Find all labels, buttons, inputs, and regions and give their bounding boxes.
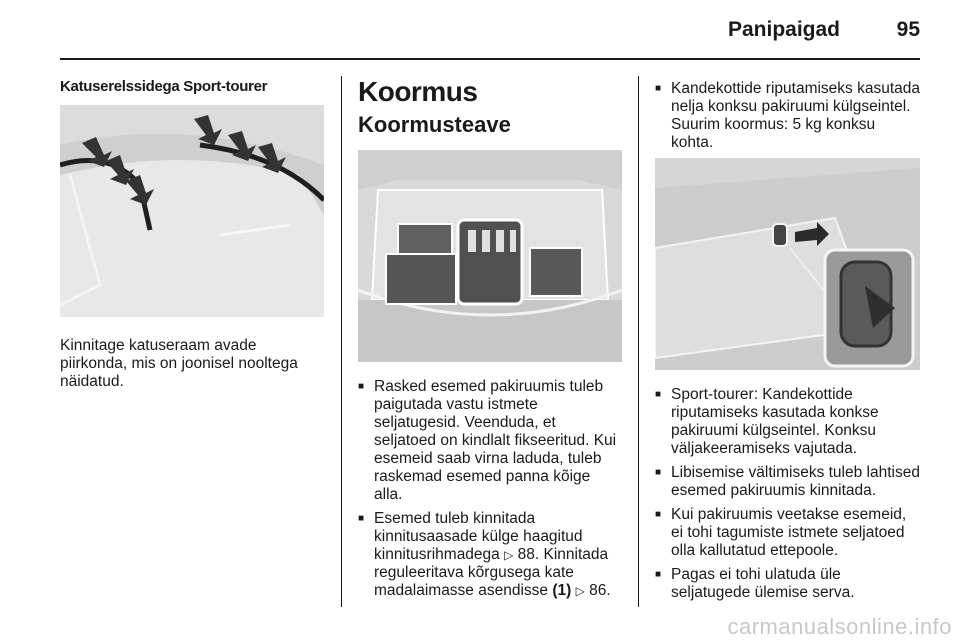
trunk-load-icon [358, 150, 622, 362]
column-1 [60, 74, 324, 391]
car-roof-icon [60, 105, 324, 317]
trunk-load-illustration [358, 150, 622, 362]
page-ref-icon[interactable]: ▷ [575, 584, 585, 598]
page-header-title: Panipaigad [727, 18, 840, 41]
hook-bullet-3 [655, 506, 920, 560]
load-bullet-1 [358, 378, 622, 504]
section-subtitle-koormusteave: Koormusteave [358, 112, 511, 137]
load-bullet-2-text-c: 86. [589, 582, 611, 599]
car-roof-rails-illustration [60, 105, 324, 317]
column-3 [655, 74, 920, 608]
column-divider-1 [341, 76, 342, 607]
hook-bullet-0 [655, 80, 920, 152]
hook-bullet-1 [655, 386, 920, 458]
load-bullet-1-text: Rasked esemed pakiruumis tuleb paigutada vastu istmete seljatugesid. Veenduda, et seljatoed on kindlalt fikseeritud. Kui esemeid saab virna laduda, tuleb raskemad esemed panna kõige alla. [374, 378, 617, 503]
hook-bullet-4 [655, 566, 920, 602]
bag-hook-illustration [655, 158, 920, 370]
hook-bullet-4-text: Pagas ei tohi ulatuda üle seljatugede ülemise serva. [671, 566, 855, 601]
hook-bullet-list [655, 386, 920, 602]
load-bullet-2-bold-ref: (1) [552, 582, 572, 599]
header-rule [60, 58, 920, 60]
section-heading-roof-rails: Katuserelssidega Sport-tourer [60, 78, 268, 95]
load-bullet-2-text-a: Esemed tuleb kinnitada kinnitusaasade külge haagitud kinnitusrihmadega [374, 510, 583, 563]
hook-bullet-3-text: Kui pakiruumis veetakse esemeid, ei tohi tagumiste istmete seljatoed olla kallutatud ettepoole. [671, 506, 907, 559]
page-ref-icon[interactable]: ▷ [504, 548, 514, 562]
hook-bullet-2 [655, 464, 920, 500]
hook-bullet-1-text: Sport-tourer: Kandekottide riputamiseks kasutada konkse pakiruumi külgseintel. Konksu väljakeeramiseks vajutada. [671, 386, 879, 457]
page-number: 95 [896, 18, 920, 41]
column-2 [358, 74, 622, 606]
load-bullet-2-text-b: 88. Kinnitada reguleeritava kõrgusega kate madalaimasse asendisse [374, 546, 609, 599]
bag-hook-icon [655, 158, 920, 370]
roof-rails-instruction: Kinnitage katuseraam avade piirkonda, mis on joonisel nooltega näidatud. [60, 337, 298, 390]
load-bullet-2 [358, 510, 622, 600]
hook-bullet-2-text: Libisemise vältimiseks tuleb lahtised esemed pakiruumis kinnitada. [671, 464, 920, 499]
load-bullet-list [358, 378, 622, 600]
hook-bullet-top [655, 80, 920, 152]
section-title-koormus: Koormus [358, 76, 478, 107]
column-divider-2 [638, 76, 639, 607]
hook-bullet-0-text: Kandekottide riputamiseks kasutada nelja konksu pakiruumi külgseintel. Suurim koormus: 5 kg konksu kohta. [671, 80, 921, 151]
watermark: carmanualsonline.info [727, 614, 952, 639]
